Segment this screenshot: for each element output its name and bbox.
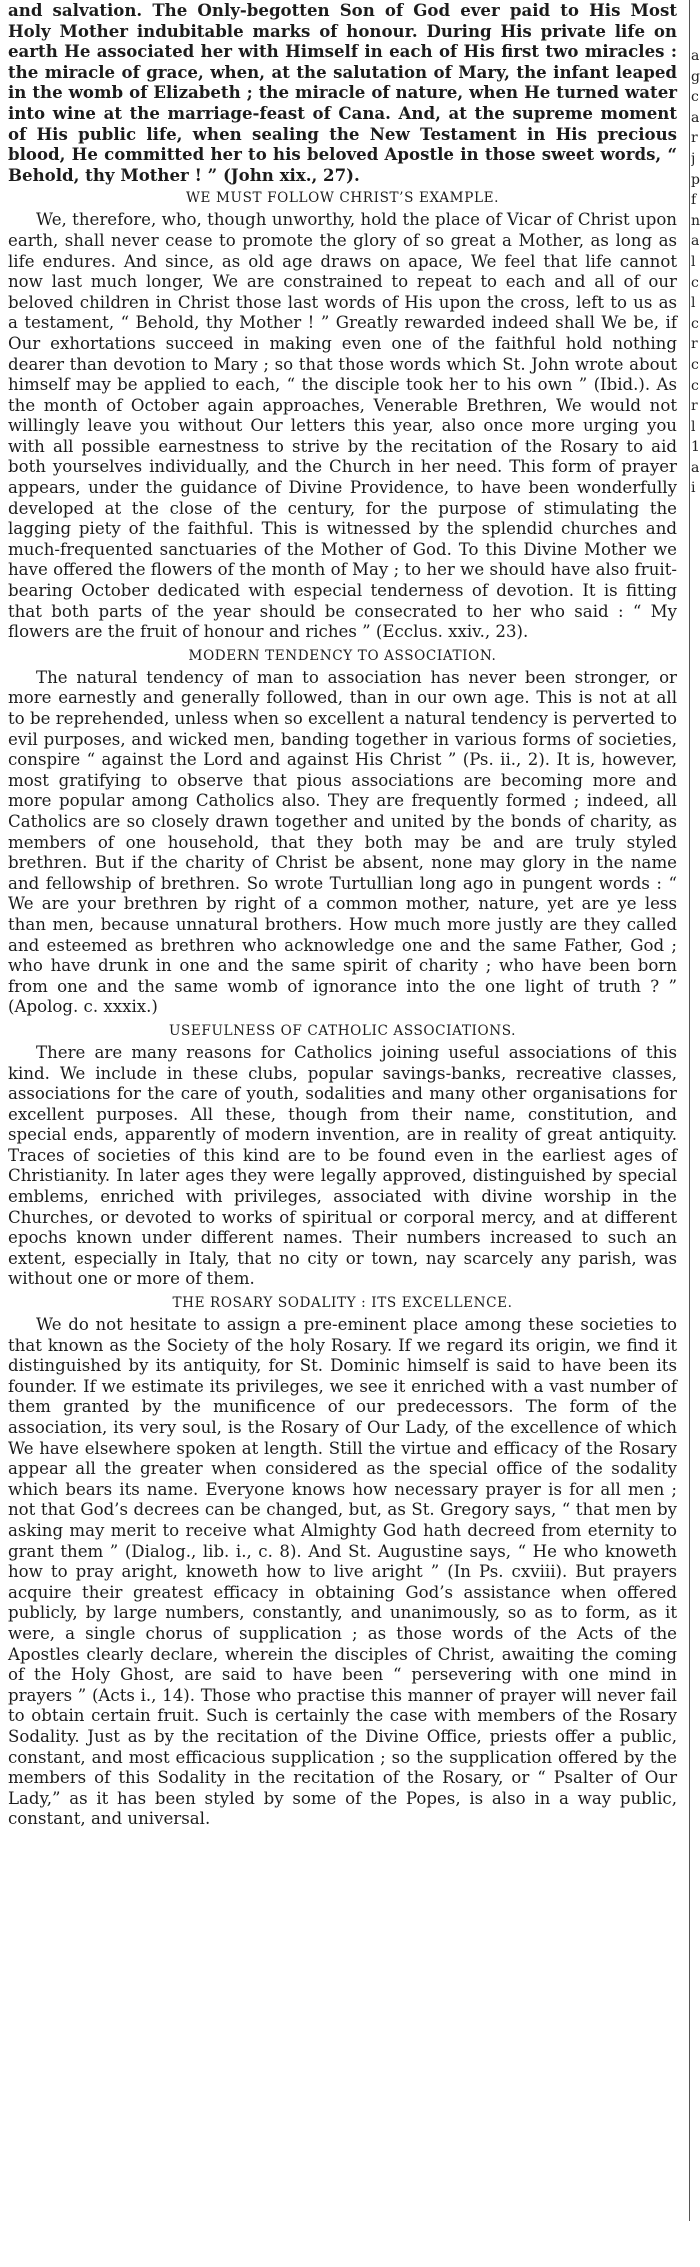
margin-letter: n	[691, 212, 700, 229]
margin-letter: g	[691, 68, 700, 85]
paragraph-association: The natural tendency of man to association has never been stronger, or more earnestly and generally followed, than in our own age. This is not at all to be reprehended, unless when so excellent a natural tendency is perverted to evil purposes, and wicked men, banding together in various forms of societies, conspire “ against the Lord and against His Christ ” (Ps. ii., 2). It is, however, most gratifying to observe that pious associations are becoming more and more popular among Catholics also. They are frequently formed ; indeed, all Catholics are so closely drawn together and united by the bonds of charity, as members of one household, that they both may be and are truly styled brethren. But if the charity of Christ be absent, none may glory in the name and fellowship of brethren. So wrote Turtullian long ago in pungent words : “ We are your brethren by right of a common mother, nature, yet are ye less than men, because unnatural brothers. How much more justly are they called and esteemed as brethren who acknowledge one and the same Father, God ; who have drunk in one and the same spirit of charity ; who have been born from one and the same womb of ignorance into the one light of truth ? ” (Apolog. c. xxxix.)	[8, 667, 677, 1017]
margin-letter: c	[691, 356, 699, 373]
margin-letter: c	[691, 89, 699, 106]
heading-association: MODERN TENDENCY TO ASSOCIATION.	[188, 647, 497, 664]
margin-letter: l	[691, 253, 696, 270]
margin-letter: l	[691, 295, 696, 312]
margin-letter: i	[691, 480, 696, 497]
margin-letter: r	[691, 336, 698, 353]
adjacent-column-fragment	[691, 0, 700, 2267]
margin-letter: a	[691, 459, 700, 476]
margin-letter: c	[691, 315, 699, 332]
heading-rosary-sodality: THE ROSARY SODALITY : ITS EXCELLENCE.	[172, 1295, 513, 1312]
margin-letter: j	[691, 150, 696, 167]
paragraph-usefulness: There are many reasons for Catholics joining useful associations of this kind. We include in these clubs, popular savings-banks, recreative classes, associations for the care of youth, sodalities and many other organisations for excellent purposes. All these, though from their name, constitution, and special ends, apparently of modern invention, are in reality of great antiquity. Traces of societies of this kind are to be found even in the earliest ages of Christianity. In later ages they were legally approved, distinguished by special emblems, enriched with privileges, associated with divine worship in the Churches, or devoted to works of spiritual or corporal mercy, and at different epochs known under different names. Their numbers increased to such an extent, especially in Italy, that no city or town, nay scarcely any parish, was without one or more of them.	[8, 1042, 677, 1289]
margin-letter: c	[691, 274, 699, 291]
margin-letter: p	[691, 171, 700, 188]
margin-letter: r	[691, 398, 698, 415]
margin-letter: a	[691, 233, 700, 250]
paragraph-follow-christ: We, therefore, who, though unworthy, hold the place of Vicar of Christ upon earth, shall never cease to promote the glory of so great a Mother, as long as life endures. And since, as old age draws on apace, We feel that life cannot now last much longer, We are constrained to repeat to each and all of our beloved children in Christ those last words of His upon the cross, left to us as a testament, “ Behold, thy Mother ! ” Greatly rewarded indeed shall We be, if Our exhortations succeed in making even one of the faithful hold nothing dearer than devotion to Mary ; so that those words which St. John wrote about himself may be applied to each, “ the disciple took her to his own ” (Ibid.). As the month of October again approaches, Venerable Brethren, We would not willingly leave you without Our letters this year, also once more urging you with all possible earnestness to strive by the recitation of the Rosary to aid both yourselves individually, and the Church in her need. This form of prayer appears, under the guidance of Divine Providence, to have been wonderfully developed at the close of the century, for the purpose of stimulating the lagging piety of the faithful. This is witnessed by the splendid churches and much-frequented sanctuaries of the Mother of God. To this Divine Mother we have offered the flowers of the month of May ; to her we should have also fruit-bearing October dedicated with especial tenderness of devotion. It is fitting that both parts of the year should be consecrated to her who said : “ My flowers are the fruit of honour and riches ” (Ecclus. xxiv., 23).	[8, 210, 677, 642]
margin-letter: r	[691, 130, 698, 147]
heading-usefulness: USEFULNESS OF CATHOLIC ASSOCIATIONS.	[168, 1022, 517, 1039]
margin-letter: l	[691, 418, 696, 435]
heading-follow-christ: WE MUST FOLLOW CHRIST’S EXAMPLE.	[185, 190, 500, 207]
paragraph-intro: and salvation. The Only-begotten Son of God ever paid to His Most Holy Mother indubitable marks of honour. During His private life on earth He associated her with Himself in each of His first two miracles : the miracle of grace, when, at the salutation of Mary, the infant leaped in the womb of Elizabeth ; the miracle of nature, when He turned water into wine at the marriage-feast of Cana. And, at the supreme moment of His public life, when sealing the New Testament in His precious blood, He committed her to his beloved Apostle in those sweet words, “ Behold, thy Mother ! ” (John xix., 27).	[8, 0, 677, 185]
margin-letter: 1	[691, 439, 700, 456]
margin-letter: c	[691, 377, 699, 394]
margin-letter: a	[691, 109, 700, 126]
margin-letter: f	[691, 192, 697, 209]
paragraph-rosary-sodality: We do not hesitate to assign a pre-eminent place among these societies to that known as the Society of the holy Rosary. If we regard its origin, we find it distinguished by its antiquity, for St. Dominic himself is said to have been its founder. If we estimate its privileges, we see it enriched with a vast number of them granted by the munificence of our predecessors. The form of the association, its very soul, is the Rosary of Our Lady, of the excellence of which We have elsewhere spoken at length. Still the virtue and efficacy of the Rosary appear all the greater when considered as the special office of the sodality which bears its name. Everyone knows how necessary prayer is for all men ; not that God’s decrees can be changed, but, as St. Gregory says, “ that men by asking may merit to receive what Almighty God hath decreed from eternity to grant them ” (Dialog., lib. i., c. 8). And St. Augustine says, “ He who knoweth how to pray aright, knoweth how to live aright ” (In Ps. cxviii). But prayers acquire their greatest efficacy in obtaining God’s assistance when offered publicly, by large numbers, constantly, and unanimously, so as to form, as it were, a single chorus of supplication ; as those words of the Acts of the Apostles clearly declare, wherein the disciples of Christ, awaiting the coming of the Holy Ghost, are said to have been “ persevering with one mind in prayers ” (Acts i., 14). Those who practise this manner of prayer will never fail to obtain certain fruit. Such is certainly the case with members of the Rosary Sodality. Just as by the recitation of the Divine Office, priests offer a public, constant, and most efficacious supplication ; so the supplication offered by the members of this Sodality in the recitation of the Rosary, or “ Psalter of Our Lady,” as it has been styled by some of the Popes, is also in a way public, constant, and universal.	[8, 1315, 677, 1829]
column-divider	[689, 0, 690, 2221]
margin-letter: a	[691, 48, 700, 64]
